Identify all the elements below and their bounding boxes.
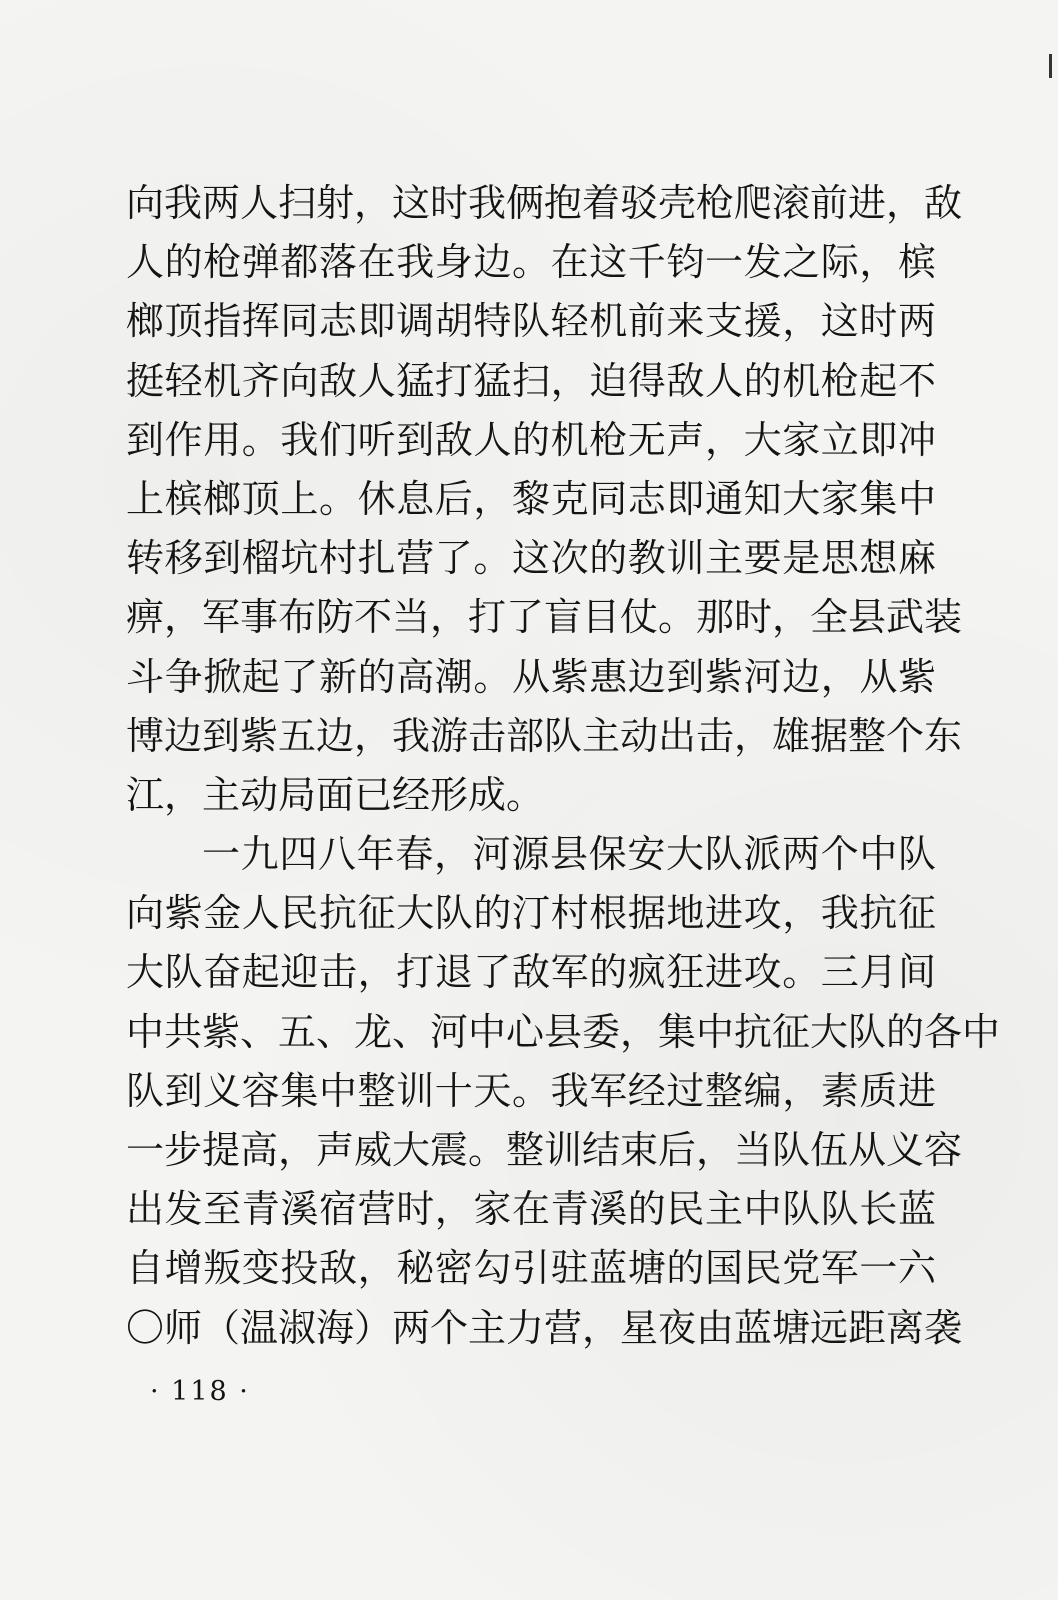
text-line: 一步提高，声威大震。整训结束后，当队伍从义容	[126, 1128, 963, 1172]
text-line: 痹，军事布防不当，打了盲目仗。那时，全县武装	[126, 595, 963, 640]
text-line: 〇师（温淑海）两个主力营，星夜由蓝塘远距离袭	[126, 1305, 963, 1350]
text-line: 博边到紫五边，我游击部队主动出击，雄据整个东	[126, 713, 963, 758]
text-line: 转移到榴坑村扎营了。这次的教训主要是思想麻	[126, 536, 936, 581]
text-line: 人的枪弹都落在我身边。在这千钧一发之际，槟	[126, 240, 936, 285]
text-line: 队到义容集中整训十天。我军经过整编，素质进	[126, 1068, 936, 1113]
text-line: 出发至青溪宿营时，家在青溪的民主中队队长蓝	[126, 1187, 936, 1232]
page-number: · 118 ·	[150, 1376, 250, 1407]
text-line: 向紫金人民抗征大队的汀村根据地进攻，我抗征	[126, 891, 936, 936]
text-line: 向我两人扫射，这时我俩抱着驳壳枪爬滚前进，敌	[126, 181, 963, 225]
text-line: 大队奋起迎击，打退了敌军的疯狂进攻。三月间	[126, 950, 936, 995]
paragraph-end-line: 江，主动局面已经形成。	[126, 772, 545, 817]
text-line: 挺轻机齐向敌人猛打猛扫，迫得敌人的机枪起不	[126, 358, 936, 403]
paragraph-start-line: 一九四八年春，河源县保安大队派两个中队	[202, 832, 936, 877]
text-line: 上槟榔顶上。休息后，黎克同志即通知大家集中	[126, 476, 936, 521]
text-line: 自增叛变投敌，秘密勾引驻蓝塘的国民党军一六	[126, 1246, 936, 1291]
body-text	[126, 174, 1001, 1358]
text-line: 中共紫、五、龙、河中心县委，集中抗征大队的各中	[126, 1009, 1001, 1054]
page-edge-mark	[1049, 54, 1052, 78]
text-line: 斗争掀起了新的高潮。从紫惠边到紫河边，从紫	[126, 654, 936, 699]
text-line: 到作用。我们听到敌人的机枪无声，大家立即冲	[126, 417, 936, 462]
text-line: 榔顶指挥同志即调胡特队轻机前来支援，这时两	[126, 299, 936, 344]
